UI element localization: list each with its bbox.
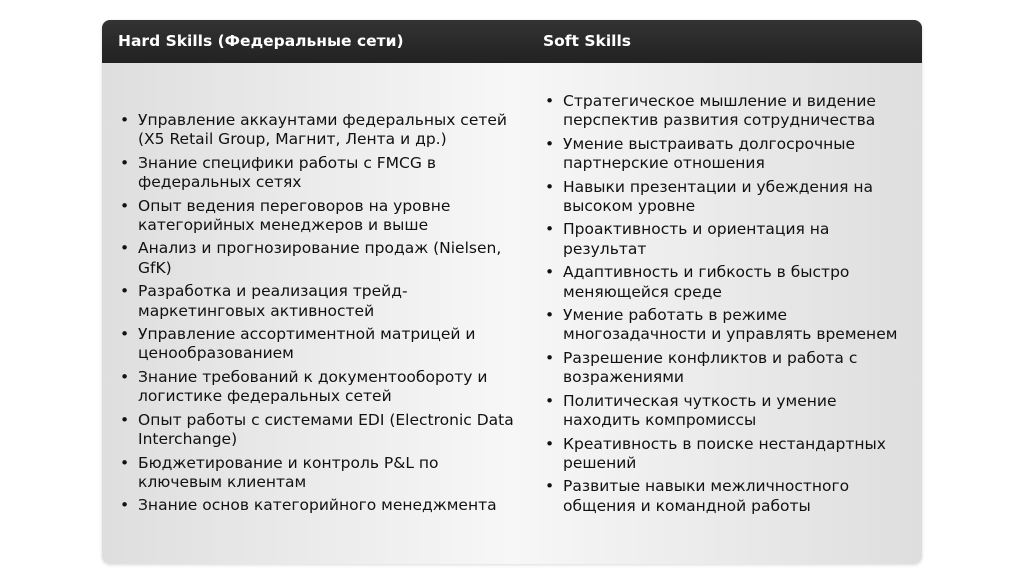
hard-skill-text: Знание требований к документообороту и логистике федеральных сетей bbox=[138, 367, 488, 406]
bullet-icon: • bbox=[120, 453, 130, 472]
hard-skill-text: Знание основ категорийного менеджмента bbox=[138, 496, 497, 515]
hard-skill-text: Управление аккаунтами федеральных сетей (X5 Retail Group, Магнит, Лента и др.) bbox=[138, 111, 508, 149]
hard-skill-text: Знание специфики работы с FMCG в федеральных сетях bbox=[138, 153, 436, 192]
list-item bbox=[118, 197, 523, 236]
soft-skill-text: Политическая чуткость и умение находить компромиссы bbox=[563, 391, 837, 430]
bullet-icon: • bbox=[120, 239, 130, 258]
list-item bbox=[118, 111, 523, 150]
soft-skill-text: Креативность в поиске нестандартных решений bbox=[563, 434, 886, 472]
bullet-icon: • bbox=[545, 134, 555, 153]
bullet-icon: • bbox=[545, 177, 555, 196]
hard-skill-text: Анализ и прогнозирование продаж (Nielsen, GfK) bbox=[138, 239, 502, 277]
soft-skills-header: Soft Skills bbox=[543, 32, 631, 50]
list-item bbox=[118, 239, 523, 278]
bullet-icon: • bbox=[120, 111, 130, 129]
bullet-icon: • bbox=[545, 477, 555, 496]
list-item bbox=[543, 178, 913, 217]
list-item bbox=[543, 220, 913, 259]
soft-skill-text: Адаптивность и гибкость в быстро меняющейся среде bbox=[563, 263, 850, 301]
bullet-icon: • bbox=[545, 263, 555, 282]
soft-skill-text: Стратегическое мышление и видение перспектив развития сотрудничества bbox=[563, 92, 876, 130]
table-header bbox=[102, 20, 922, 63]
hard-skills-list bbox=[118, 111, 523, 520]
soft-skills-list bbox=[543, 92, 913, 520]
bullet-icon: • bbox=[120, 325, 130, 344]
list-item bbox=[543, 435, 913, 474]
bullet-icon: • bbox=[120, 496, 130, 515]
soft-skill-text: Проактивность и ориентация на результат bbox=[563, 220, 830, 258]
soft-skill-text: Навыки презентации и убеждения на высоком уровне bbox=[563, 177, 874, 216]
bullet-icon: • bbox=[120, 410, 130, 429]
bullet-icon: • bbox=[120, 153, 130, 172]
list-item bbox=[543, 92, 913, 131]
bullet-icon: • bbox=[545, 391, 555, 410]
list-item bbox=[118, 454, 523, 493]
hard-skill-text: Управление ассортиментной матрицей и ценообразованием bbox=[138, 325, 476, 363]
bullet-icon: • bbox=[545, 348, 555, 367]
hard-skills-header: Hard Skills (Федеральные сети) bbox=[118, 32, 404, 50]
bullet-icon: • bbox=[545, 220, 555, 239]
bullet-icon: • bbox=[545, 434, 555, 453]
list-item bbox=[543, 392, 913, 431]
list-item bbox=[543, 263, 913, 302]
bullet-icon: • bbox=[120, 282, 130, 301]
hard-skill-text: Бюджетирование и контроль P&L по ключевым клиентам bbox=[138, 453, 439, 491]
hard-skill-text: Разработка и реализация трейд-маркетинговых активностей bbox=[138, 282, 408, 320]
soft-skill-text: Разрешение конфликтов и работа с возражениями bbox=[563, 348, 858, 387]
list-item bbox=[543, 135, 913, 174]
list-item bbox=[118, 154, 523, 193]
list-item bbox=[118, 411, 523, 450]
soft-skill-text: Умение работать в режиме многозадачности и управлять временем bbox=[563, 306, 898, 344]
soft-skill-text: Умение выстраивать долгосрочные партнерские отношения bbox=[563, 134, 856, 173]
bullet-icon: • bbox=[545, 92, 555, 110]
list-item bbox=[118, 325, 523, 364]
list-item bbox=[118, 368, 523, 407]
list-item bbox=[118, 496, 523, 515]
list-item bbox=[543, 306, 913, 345]
list-item bbox=[118, 282, 523, 321]
skills-table bbox=[102, 20, 922, 564]
soft-skill-text: Развитые навыки межличностного общения и командной работы bbox=[563, 477, 850, 515]
list-item bbox=[543, 349, 913, 388]
list-item bbox=[543, 477, 913, 516]
bullet-icon: • bbox=[120, 367, 130, 386]
hard-skill-text: Опыт работы с системами EDI (Electronic Data Interchange) bbox=[138, 410, 514, 449]
bullet-icon: • bbox=[545, 306, 555, 325]
bullet-icon: • bbox=[120, 196, 130, 215]
hard-skill-text: Опыт ведения переговоров на уровне категорийных менеджеров и выше bbox=[138, 196, 451, 235]
